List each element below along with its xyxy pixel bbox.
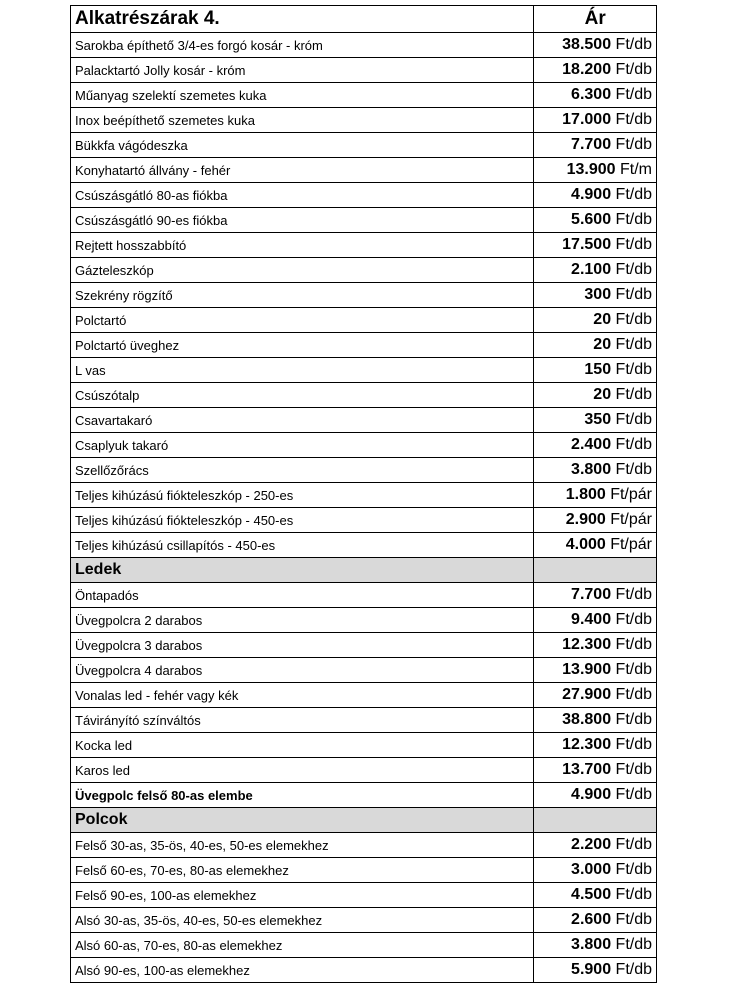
header-row: [71, 6, 657, 33]
price-unit: Ft/db: [611, 586, 652, 603]
item-name-cell[interactable]: Szellőzőrács: [71, 458, 534, 483]
price-amount: 3.800: [571, 936, 612, 953]
price-cell[interactable]: [534, 58, 657, 83]
price-unit: Ft/pár: [605, 486, 652, 503]
price-amount: 3.000: [571, 861, 612, 878]
table-row: [71, 383, 657, 408]
price-amount: 38.800: [562, 711, 612, 728]
item-name-cell[interactable]: Üvegpolcra 4 darabos: [71, 658, 534, 683]
item-name-cell[interactable]: Felső 60-es, 70-es, 80-as elemekhez: [71, 858, 534, 883]
price-unit: Ft/db: [611, 336, 652, 353]
table-row: [71, 58, 657, 83]
item-name-cell[interactable]: Távirányító színváltós: [71, 708, 534, 733]
price-unit: Ft/db: [611, 136, 652, 153]
price-amount: 18.200: [562, 61, 612, 78]
table-row: [71, 208, 657, 233]
section-row: [71, 558, 657, 583]
table-row: [71, 833, 657, 858]
table-row: [71, 533, 657, 558]
price-unit: Ft/db: [611, 386, 652, 403]
table-row: [71, 333, 657, 358]
item-name-cell[interactable]: Konyhatartó állvány - fehér: [71, 158, 534, 183]
price-amount: 3.800: [571, 461, 612, 478]
price-unit: Ft/db: [611, 211, 652, 228]
price-cell[interactable]: [534, 733, 657, 758]
item-name-cell[interactable]: Gázteleszkóp: [71, 258, 534, 283]
price-unit: Ft/db: [611, 236, 652, 253]
price-amount: 350: [584, 411, 612, 428]
table-row: [71, 708, 657, 733]
item-name-cell[interactable]: Bükkfa vágódeszka: [71, 133, 534, 158]
item-name-cell[interactable]: Öntapadós: [71, 583, 534, 608]
price-cell[interactable]: [534, 433, 657, 458]
price-cell[interactable]: [534, 508, 657, 533]
price-unit: Ft/pár: [605, 536, 652, 553]
price-unit: Ft/db: [611, 436, 652, 453]
price-amount: 2.200: [571, 836, 612, 853]
price-unit: Ft/db: [611, 261, 652, 278]
table-row: [71, 458, 657, 483]
table-row: [71, 133, 657, 158]
section-label[interactable]: Ledek: [71, 558, 534, 583]
price-cell[interactable]: [534, 958, 657, 983]
price-cell[interactable]: [534, 108, 657, 133]
price-cell[interactable]: [534, 258, 657, 283]
table-row: [71, 233, 657, 258]
price-cell[interactable]: [534, 658, 657, 683]
item-name-cell[interactable]: Alsó 30-as, 35-ös, 40-es, 50-es elemekhez: [71, 908, 534, 933]
price-unit: Ft/db: [611, 411, 652, 428]
price-amount: 38.500: [562, 36, 612, 53]
table-row: [71, 733, 657, 758]
item-name-cell[interactable]: Csúszásgátló 90-es fiókba: [71, 208, 534, 233]
price-cell[interactable]: [534, 333, 657, 358]
price-cell[interactable]: [534, 608, 657, 633]
table-row: [71, 933, 657, 958]
price-amount: 2.600: [571, 911, 612, 928]
table-row: [71, 358, 657, 383]
price-amount: 1.800: [565, 486, 606, 503]
item-name-cell[interactable]: Polctartó: [71, 308, 534, 333]
price-unit: Ft/db: [611, 886, 652, 903]
price-unit: Ft/db: [611, 86, 652, 103]
price-cell[interactable]: [534, 633, 657, 658]
price-amount: 150: [584, 361, 612, 378]
price-cell[interactable]: [534, 183, 657, 208]
price-table-body: [71, 6, 657, 983]
table-row: [71, 958, 657, 983]
item-name-cell[interactable]: Felső 30-as, 35-ös, 40-es, 50-es elemekhez: [71, 833, 534, 858]
table-row: [71, 858, 657, 883]
price-cell[interactable]: [534, 908, 657, 933]
table-row: [71, 908, 657, 933]
price-amount: 2.100: [571, 261, 612, 278]
item-name-cell[interactable]: Üvegpolcra 3 darabos: [71, 633, 534, 658]
item-name-cell[interactable]: Teljes kihúzású fiókteleszkóp - 450-es: [71, 508, 534, 533]
price-amount: 20: [593, 336, 612, 353]
price-cell[interactable]: [534, 158, 657, 183]
item-name-cell[interactable]: Csúszásgátló 80-as fiókba: [71, 183, 534, 208]
table-row: [71, 758, 657, 783]
price-cell[interactable]: [534, 583, 657, 608]
item-name-cell[interactable]: Csavartakaró: [71, 408, 534, 433]
item-name-cell[interactable]: Vonalas led - fehér vagy kék: [71, 683, 534, 708]
item-name-cell[interactable]: Alsó 90-es, 100-as elemekhez: [71, 958, 534, 983]
item-name-cell[interactable]: Teljes kihúzású csillapítós - 450-es: [71, 533, 534, 558]
price-cell[interactable]: [534, 808, 657, 833]
table-row: [71, 508, 657, 533]
price-unit: Ft/db: [611, 61, 652, 78]
price-cell[interactable]: [534, 833, 657, 858]
table-row: [71, 608, 657, 633]
price-amount: 13.900: [562, 661, 612, 678]
price-unit: Ft/db: [611, 286, 652, 303]
table-row: [71, 83, 657, 108]
item-name-cell[interactable]: Szekrény rögzítő: [71, 283, 534, 308]
table-row: [71, 683, 657, 708]
item-name-cell[interactable]: Sarokba építhető 3/4-es forgó kosár - króm: [71, 33, 534, 58]
item-name-cell[interactable]: L vas: [71, 358, 534, 383]
price-unit: Ft/db: [611, 836, 652, 853]
price-cell[interactable]: [534, 33, 657, 58]
price-amount: 7.700: [571, 136, 612, 153]
price-unit: Ft/db: [611, 36, 652, 53]
table-row: [71, 633, 657, 658]
price-amount: 4.000: [565, 536, 606, 553]
item-name-cell[interactable]: Csaplyuk takaró: [71, 433, 534, 458]
price-cell[interactable]: [534, 308, 657, 333]
price-amount: 13.900: [566, 161, 616, 178]
price-table: [70, 5, 657, 983]
price-cell[interactable]: [534, 283, 657, 308]
price-amount: 4.900: [571, 786, 612, 803]
price-unit: Ft/db: [611, 461, 652, 478]
price-unit: Ft/db: [611, 861, 652, 878]
price-amount: 12.300: [562, 636, 612, 653]
price-cell[interactable]: [534, 783, 657, 808]
table-row: [71, 183, 657, 208]
price-unit: Ft/db: [611, 936, 652, 953]
item-name-cell[interactable]: Karos led: [71, 758, 534, 783]
table-row: [71, 108, 657, 133]
price-amount: 7.700: [571, 586, 612, 603]
price-amount: 27.900: [562, 686, 612, 703]
price-cell[interactable]: [534, 933, 657, 958]
price-amount: 9.400: [571, 611, 612, 628]
price-cell[interactable]: [534, 458, 657, 483]
item-name-cell[interactable]: Műanyag szelektí szemetes kuka: [71, 83, 534, 108]
price-cell[interactable]: [534, 358, 657, 383]
table-row: [71, 258, 657, 283]
price-amount: 13.700: [562, 761, 612, 778]
price-amount: 20: [593, 311, 612, 328]
price-amount: 2.900: [565, 511, 606, 528]
price-unit: Ft/db: [611, 611, 652, 628]
price-column-header[interactable]: Ár: [534, 6, 657, 33]
item-name-cell[interactable]: Alsó 60-as, 70-es, 80-as elemekhez: [71, 933, 534, 958]
price-amount: 5.900: [571, 961, 612, 978]
item-name-cell[interactable]: Rejtett hosszabbító: [71, 233, 534, 258]
item-name-cell[interactable]: Csúszótalp: [71, 383, 534, 408]
price-unit: Ft/db: [611, 661, 652, 678]
price-amount: 2.400: [571, 436, 612, 453]
price-unit: Ft/db: [611, 186, 652, 203]
item-name-cell[interactable]: Polctartó üveghez: [71, 333, 534, 358]
item-name-cell[interactable]: Kocka led: [71, 733, 534, 758]
price-cell[interactable]: [534, 408, 657, 433]
price-cell[interactable]: [534, 758, 657, 783]
price-unit: Ft/db: [611, 786, 652, 803]
price-cell[interactable]: [534, 133, 657, 158]
price-cell[interactable]: [534, 683, 657, 708]
price-cell[interactable]: [534, 383, 657, 408]
price-amount: 12.300: [562, 736, 612, 753]
price-unit: Ft/m: [615, 161, 652, 178]
price-amount: 4.500: [571, 886, 612, 903]
table-row: [71, 783, 657, 808]
price-unit: Ft/db: [611, 961, 652, 978]
price-unit: Ft/db: [611, 361, 652, 378]
price-amount: 17.500: [562, 236, 612, 253]
sheet-title[interactable]: Alkatrészárak 4.: [71, 6, 534, 33]
price-cell[interactable]: [534, 483, 657, 508]
item-name-cell[interactable]: Üvegpolcra 2 darabos: [71, 608, 534, 633]
price-unit: Ft/db: [611, 636, 652, 653]
price-amount: 300: [584, 286, 612, 303]
table-row: [71, 308, 657, 333]
price-cell[interactable]: [534, 883, 657, 908]
item-name-cell[interactable]: Felső 90-es, 100-as elemekhez: [71, 883, 534, 908]
table-row: [71, 483, 657, 508]
price-cell[interactable]: [534, 708, 657, 733]
price-unit: Ft/pár: [605, 511, 652, 528]
table-row: [71, 583, 657, 608]
price-amount: 4.900: [571, 186, 612, 203]
price-cell[interactable]: [534, 83, 657, 108]
table-row: [71, 433, 657, 458]
item-name-cell[interactable]: Palacktartó Jolly kosár - króm: [71, 58, 534, 83]
price-unit: Ft/db: [611, 111, 652, 128]
section-label[interactable]: Polcok: [71, 808, 534, 833]
table-row: [71, 283, 657, 308]
price-amount: 17.000: [562, 111, 612, 128]
section-row: [71, 808, 657, 833]
price-unit: Ft/db: [611, 711, 652, 728]
table-row: [71, 33, 657, 58]
price-amount: 6.300: [571, 86, 612, 103]
table-row: [71, 158, 657, 183]
price-amount: 5.600: [571, 211, 612, 228]
table-row: [71, 883, 657, 908]
price-cell[interactable]: [534, 533, 657, 558]
price-unit: Ft/db: [611, 311, 652, 328]
price-unit: Ft/db: [611, 736, 652, 753]
price-cell[interactable]: [534, 233, 657, 258]
item-name-cell[interactable]: Teljes kihúzású fiókteleszkóp - 250-es: [71, 483, 534, 508]
price-amount: 20: [593, 386, 612, 403]
price-cell[interactable]: [534, 208, 657, 233]
price-unit: Ft/db: [611, 911, 652, 928]
table-row: [71, 658, 657, 683]
item-name-cell[interactable]: Üvegpolc felső 80-as elembe: [71, 783, 534, 808]
price-cell[interactable]: [534, 558, 657, 583]
item-name-cell[interactable]: Inox beépíthető szemetes kuka: [71, 108, 534, 133]
price-unit: Ft/db: [611, 686, 652, 703]
price-unit: Ft/db: [611, 761, 652, 778]
table-row: [71, 408, 657, 433]
price-cell[interactable]: [534, 858, 657, 883]
